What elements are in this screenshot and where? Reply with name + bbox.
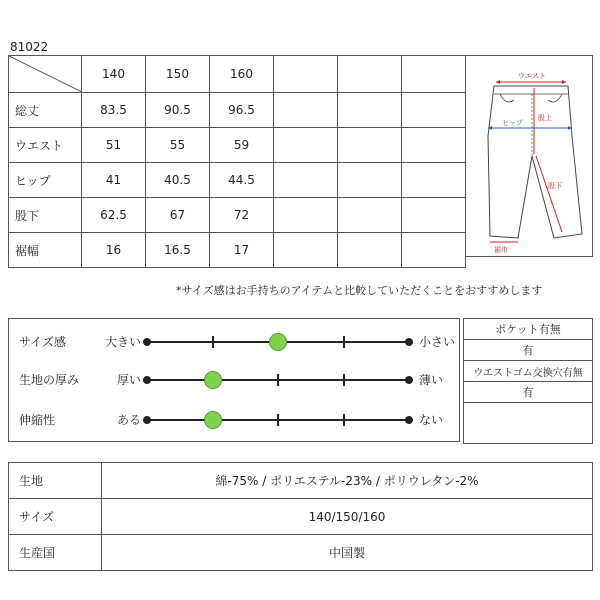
cell: 67 xyxy=(146,198,210,233)
empty-cell xyxy=(464,403,593,444)
hem-label: 裾巾 xyxy=(494,246,508,254)
pants-illustration xyxy=(466,56,592,256)
feel-left: 厚い xyxy=(116,373,141,387)
size-row xyxy=(9,128,466,163)
size-header-row xyxy=(9,56,466,93)
track-tick xyxy=(277,374,279,386)
info-value: 綿-75% / ポリエステル-23% / ポリウレタン-2% xyxy=(102,463,593,499)
feel-indicator xyxy=(269,333,287,351)
empty-cell xyxy=(402,56,466,93)
size-header-150: 150 xyxy=(146,56,210,93)
cell: 44.5 xyxy=(210,163,274,198)
feel-row-stretch xyxy=(9,409,459,429)
feel-right: 小さい xyxy=(419,335,456,349)
features-table xyxy=(463,318,593,444)
feel-label: 伸縮性 xyxy=(19,413,56,427)
track-tick xyxy=(343,336,345,348)
cell: 16.5 xyxy=(146,233,210,268)
empty-cell xyxy=(402,198,466,233)
cell: 55 xyxy=(146,128,210,163)
track-tick xyxy=(343,414,345,426)
track-end-right xyxy=(405,376,413,384)
empty-cell xyxy=(274,93,338,128)
size-row xyxy=(9,233,466,268)
empty-cell xyxy=(338,198,402,233)
cell: 59 xyxy=(210,128,274,163)
size-header-160: 160 xyxy=(210,56,274,93)
row-label: 裾幅 xyxy=(9,233,82,268)
info-label: サイズ xyxy=(9,499,102,535)
product-code: 81022 xyxy=(10,40,49,54)
track-end-left xyxy=(143,376,151,384)
cell: 51 xyxy=(82,128,146,163)
info-value: 中国製 xyxy=(102,535,593,571)
empty-cell xyxy=(338,128,402,163)
track-tick xyxy=(343,374,345,386)
row-label: ウエスト xyxy=(9,128,82,163)
empty-cell xyxy=(402,163,466,198)
info-row xyxy=(9,463,593,499)
info-table xyxy=(8,462,593,571)
track-tick xyxy=(277,414,279,426)
size-note: *サイズ感はお手持ちのアイテムと比較していただくことをおすすめします xyxy=(176,284,543,297)
inseam-label: 股下 xyxy=(548,182,562,190)
info-row xyxy=(9,535,593,571)
cell: 40.5 xyxy=(146,163,210,198)
elastic-hole-heading: ウエストゴム交換穴有無 xyxy=(464,361,593,382)
feel-label: サイズ感 xyxy=(19,335,67,349)
feel-label: 生地の厚み xyxy=(19,373,80,387)
elastic-hole-value: 有 xyxy=(464,382,593,403)
feel-right: 薄い xyxy=(419,373,444,387)
cell: 90.5 xyxy=(146,93,210,128)
pocket-value: 有 xyxy=(464,340,593,361)
size-row xyxy=(9,93,466,128)
size-table xyxy=(8,55,466,268)
feel-right: ない xyxy=(419,413,444,427)
row-label: ヒップ xyxy=(9,163,82,198)
track-end-right xyxy=(405,416,413,424)
size-header-140: 140 xyxy=(82,56,146,93)
track-end-left xyxy=(143,338,151,346)
feel-left: 大きい xyxy=(104,335,141,349)
row-label: 総丈 xyxy=(9,93,82,128)
empty-cell xyxy=(338,93,402,128)
track-tick xyxy=(212,336,214,348)
feel-indicator xyxy=(204,371,222,389)
empty-cell xyxy=(274,56,338,93)
cell: 16 xyxy=(82,233,146,268)
empty-cell xyxy=(402,233,466,268)
info-label: 生産国 xyxy=(9,535,102,571)
pants-diagram xyxy=(465,55,593,257)
pocket-heading: ポケット有無 xyxy=(464,319,593,340)
feel-row-size xyxy=(9,331,459,351)
hip-label: ヒップ xyxy=(502,119,523,127)
size-row xyxy=(9,163,466,198)
rise-label: 股上 xyxy=(538,114,552,122)
cell: 17 xyxy=(210,233,274,268)
cell: 83.5 xyxy=(82,93,146,128)
cell: 62.5 xyxy=(82,198,146,233)
track-end-left xyxy=(143,416,151,424)
diagonal-line xyxy=(9,56,82,92)
info-row xyxy=(9,499,593,535)
waist-label: ウエスト xyxy=(518,72,546,80)
empty-cell xyxy=(274,233,338,268)
feel-section xyxy=(8,318,460,442)
empty-cell xyxy=(338,56,402,93)
empty-cell xyxy=(402,128,466,163)
size-row xyxy=(9,198,466,233)
info-value: 140/150/160 xyxy=(102,499,593,535)
empty-cell xyxy=(274,163,338,198)
empty-cell xyxy=(338,233,402,268)
cell: 96.5 xyxy=(210,93,274,128)
empty-cell xyxy=(402,93,466,128)
info-label: 生地 xyxy=(9,463,102,499)
cell: 41 xyxy=(82,163,146,198)
empty-cell xyxy=(338,163,402,198)
row-label: 股下 xyxy=(9,198,82,233)
feel-indicator xyxy=(204,411,222,429)
feel-left: ある xyxy=(116,413,141,427)
corner-cell xyxy=(9,56,82,93)
track-end-right xyxy=(405,338,413,346)
empty-cell xyxy=(274,128,338,163)
feel-row-thickness xyxy=(9,369,459,389)
cell: 72 xyxy=(210,198,274,233)
empty-cell xyxy=(274,198,338,233)
